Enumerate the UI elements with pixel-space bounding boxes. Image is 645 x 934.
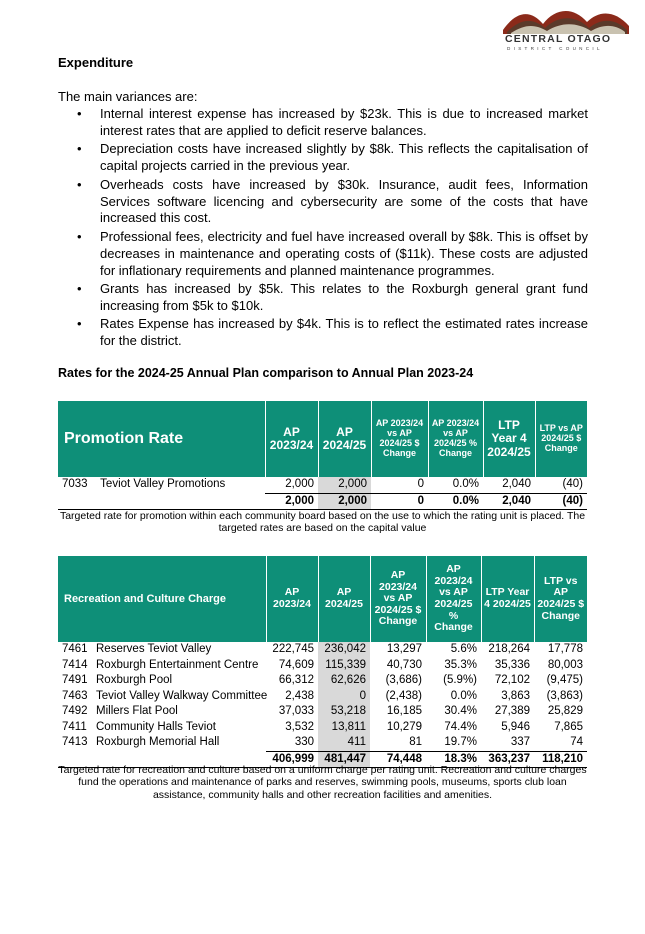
recreation-table-title: Recreation and Culture Charge bbox=[58, 556, 266, 642]
col-header-dollar-change: AP 2023/24 vs AP 2024/25 $ Change bbox=[371, 401, 428, 477]
row-code: 7414 bbox=[62, 658, 88, 671]
row-code: 7461 bbox=[62, 643, 88, 655]
table-row bbox=[58, 735, 587, 751]
row-name: Reserves Teviot Valley bbox=[96, 643, 212, 655]
cell-ltp-year-4: 72,102 bbox=[494, 674, 530, 686]
total-ltp-vs-ap: 118,210 bbox=[534, 751, 587, 768]
cell-ap-2024-25: 0 bbox=[318, 689, 370, 705]
cell-dollar-change: 0 bbox=[417, 478, 424, 490]
cell-ltp-year-4: 218,264 bbox=[488, 643, 530, 655]
row-label bbox=[58, 477, 265, 493]
total-ap-2024-25: 481,447 bbox=[318, 751, 370, 768]
table-row bbox=[58, 720, 587, 736]
cell-ap-2024-25: 53,218 bbox=[318, 704, 370, 720]
cell-ap-2024-25: 2,000 bbox=[318, 477, 371, 493]
cell-ltp-vs-ap: 7,865 bbox=[554, 720, 583, 733]
row-name: Community Halls Teviot bbox=[96, 720, 216, 733]
section-title: Expenditure bbox=[58, 55, 134, 70]
intro-text: The main variances are: bbox=[58, 89, 198, 104]
recreation-table-body bbox=[58, 642, 587, 768]
promotion-table-note: Targeted rate for promotion within each community board based on the use to which the rating unit is placed. The targeted rates are based on the capital value bbox=[59, 510, 586, 535]
cell-dollar-change: 16,185 bbox=[386, 705, 422, 717]
total-dollar-change: 74,448 bbox=[370, 751, 426, 768]
cell-ap-2023-24: 222,745 bbox=[272, 643, 314, 655]
total-ltp-year-4: 2,040 bbox=[483, 493, 535, 510]
rates-heading: Rates for the 2024-25 Annual Plan comparison to Annual Plan 2023-24 bbox=[58, 366, 474, 380]
cell-dollar-change: 10,279 bbox=[386, 720, 422, 733]
cell-ap-2023-24: 2,438 bbox=[285, 689, 314, 702]
table-row bbox=[58, 642, 587, 658]
row-name: Millers Flat Pool bbox=[96, 705, 178, 717]
variance-item: • Depreciation costs have increased slightly by $8k. This reflects the capitalisation of capital projects carried in the previous year. bbox=[58, 141, 588, 175]
cell-ap-2023-24: 74,609 bbox=[278, 658, 314, 671]
cell-ltp-year-4: 2,040 bbox=[502, 478, 531, 490]
total-ap-2024-25: 2,000 bbox=[318, 493, 371, 510]
total-dollar-change: 0 bbox=[371, 493, 428, 510]
cell-ap-2024-25: 62,626 bbox=[318, 673, 370, 689]
row-code: 7413 bbox=[62, 736, 88, 749]
cell-percent-change: 74.4% bbox=[444, 720, 477, 733]
cell-percent-change: 35.3% bbox=[444, 658, 477, 671]
cell-ltp-year-4: 3,863 bbox=[501, 689, 530, 702]
total-ltp-vs-ap: (40) bbox=[535, 493, 587, 510]
variance-item: • Rates Expense has increased by $4k. This is to reflect the estimated rates increase for the district. bbox=[58, 316, 588, 350]
row-code: 7411 bbox=[62, 720, 87, 733]
col-header-ap-2024-25: AP 2024/25 bbox=[318, 401, 371, 477]
table-row bbox=[58, 704, 587, 720]
total-ltp-year-4: 363,237 bbox=[481, 751, 534, 768]
cell-ap-2023-24: 66,312 bbox=[278, 674, 314, 686]
cell-ap-2023-24: 37,033 bbox=[278, 705, 314, 717]
cell-dollar-change: 40,730 bbox=[386, 658, 422, 671]
row-code: 7492 bbox=[62, 705, 88, 717]
row-name: Roxburgh Pool bbox=[96, 674, 173, 686]
table-row bbox=[58, 658, 587, 674]
row-label bbox=[58, 658, 266, 674]
cell-ltp-year-4: 27,389 bbox=[494, 705, 530, 717]
promotion-rate-table bbox=[58, 401, 587, 510]
cell-percent-change: 0.0% bbox=[452, 478, 479, 490]
row-name: Roxburgh Entertainment Centre bbox=[96, 658, 259, 671]
row-code: 7491 bbox=[62, 674, 88, 686]
cell-dollar-change: 13,297 bbox=[386, 643, 422, 655]
total-ap-2023-24: 2,000 bbox=[265, 493, 318, 510]
cell-percent-change: 19.7% bbox=[444, 736, 477, 748]
row-code: 7033 bbox=[62, 478, 88, 491]
cell-ltp-vs-ap: (3,863) bbox=[546, 689, 583, 702]
row-label bbox=[58, 689, 266, 705]
total-row bbox=[58, 493, 587, 510]
recreation-culture-table bbox=[58, 556, 587, 768]
cell-ap-2024-25: 13,811 bbox=[318, 720, 370, 736]
row-label bbox=[58, 673, 266, 689]
row-name: Teviot Valley Walkway Committee bbox=[96, 689, 268, 702]
table-row bbox=[58, 689, 587, 705]
row-label bbox=[58, 704, 266, 720]
variance-item: • Overheads costs have increased by $30k. Insurance, audit fees, Information Services software licencing and cybersecurity are some of the costs that have increased this cost. bbox=[58, 177, 588, 228]
col-header-ltp-year-4: LTP Year 4 2024/25 bbox=[481, 556, 534, 642]
recreation-table-note: Targeted rate for recreation and culture based on a uniform charge per rating unit. Recreation and culture charges fund the operations and maintenance of parks and reserves, swimming pools, museums, sports club loan assistance, community halls and other recreation facilities and amenities. bbox=[58, 764, 587, 801]
col-header-ap-2023-24: AP 2023/24 bbox=[265, 401, 318, 477]
row-label bbox=[58, 735, 266, 751]
cell-percent-change: 5.6% bbox=[450, 643, 477, 655]
variance-item: • Professional fees, electricity and fuel have increased overall by $8k. This is offset by decreases in maintenance and operating costs of ($11k). These costs are adjusted for inflationary requirements and planned maintenance programmes. bbox=[58, 229, 588, 280]
row-label bbox=[58, 720, 266, 736]
total-label-cell bbox=[58, 493, 265, 510]
total-ap-2023-24: 406,999 bbox=[266, 751, 318, 768]
cell-ltp-vs-ap: 80,003 bbox=[547, 658, 583, 671]
cell-ltp-vs-ap: 25,829 bbox=[547, 705, 583, 717]
cell-ap-2024-25: 236,042 bbox=[318, 642, 370, 658]
row-name: Teviot Valley Promotions bbox=[100, 478, 226, 491]
logo-subtitle: DISTRICT COUNCIL bbox=[507, 46, 603, 51]
cell-ap-2023-24: 330 bbox=[294, 736, 314, 748]
variance-item: • Grants has increased by $5k. This relates to the Roxburgh general grant fund increasing from $5k to $10k. bbox=[58, 281, 588, 315]
row-name: Roxburgh Memorial Hall bbox=[96, 736, 220, 749]
variance-item: • Internal interest expense has increased by $23k. This is due to increased market interest rates that are applied to deficit reserve balances. bbox=[58, 106, 588, 140]
cell-percent-change: (5.9%) bbox=[443, 674, 477, 686]
row-label bbox=[58, 642, 266, 658]
cell-dollar-change: (3,686) bbox=[385, 674, 422, 686]
col-header-dollar-change: AP 2023/24 vs AP 2024/25 $ Change bbox=[370, 556, 426, 642]
col-header-percent-change: AP 2023/24 vs AP 2024/25 % Change bbox=[426, 556, 481, 642]
table-row bbox=[58, 477, 587, 493]
cell-percent-change: 30.4% bbox=[444, 705, 477, 717]
col-header-percent-change: AP 2023/24 vs AP 2024/25 % Change bbox=[428, 401, 483, 477]
cell-ltp-vs-ap: 17,778 bbox=[547, 643, 583, 655]
cell-ap-2023-24: 2,000 bbox=[285, 478, 314, 490]
col-header-ltp-vs-ap: LTP vs AP 2024/25 $ Change bbox=[535, 401, 587, 477]
col-header-ltp-vs-ap: LTP vs AP 2024/25 $ Change bbox=[534, 556, 587, 642]
cell-ltp-year-4: 337 bbox=[510, 736, 530, 748]
promotion-table-title: Promotion Rate bbox=[58, 401, 265, 477]
cell-dollar-change: (2,438) bbox=[385, 689, 422, 702]
cell-percent-change: 0.0% bbox=[450, 689, 477, 702]
cell-ltp-year-4: 5,946 bbox=[501, 720, 530, 733]
table-row bbox=[58, 673, 587, 689]
col-header-ltp-year-4: LTP Year 4 2024/25 bbox=[483, 401, 535, 477]
cell-ltp-year-4: 35,336 bbox=[494, 658, 530, 671]
cell-ltp-vs-ap: (40) bbox=[562, 478, 583, 490]
total-percent-change: 0.0% bbox=[428, 493, 483, 510]
cell-ltp-vs-ap: 74 bbox=[570, 736, 583, 748]
row-code: 7463 bbox=[62, 689, 88, 702]
cell-ap-2024-25: 115,339 bbox=[318, 658, 370, 674]
variance-list bbox=[58, 106, 588, 352]
cell-ap-2024-25: 411 bbox=[318, 735, 370, 751]
col-header-ap-2024-25: AP 2024/25 bbox=[318, 556, 370, 642]
total-percent-change: 18.3% bbox=[426, 751, 481, 768]
logo-name: CENTRAL OTAGO bbox=[505, 33, 612, 45]
cell-dollar-change: 81 bbox=[409, 736, 422, 748]
cell-ltp-vs-ap: (9,475) bbox=[546, 674, 583, 686]
col-header-ap-2023-24: AP 2023/24 bbox=[266, 556, 318, 642]
cell-ap-2023-24: 3,532 bbox=[285, 720, 314, 733]
